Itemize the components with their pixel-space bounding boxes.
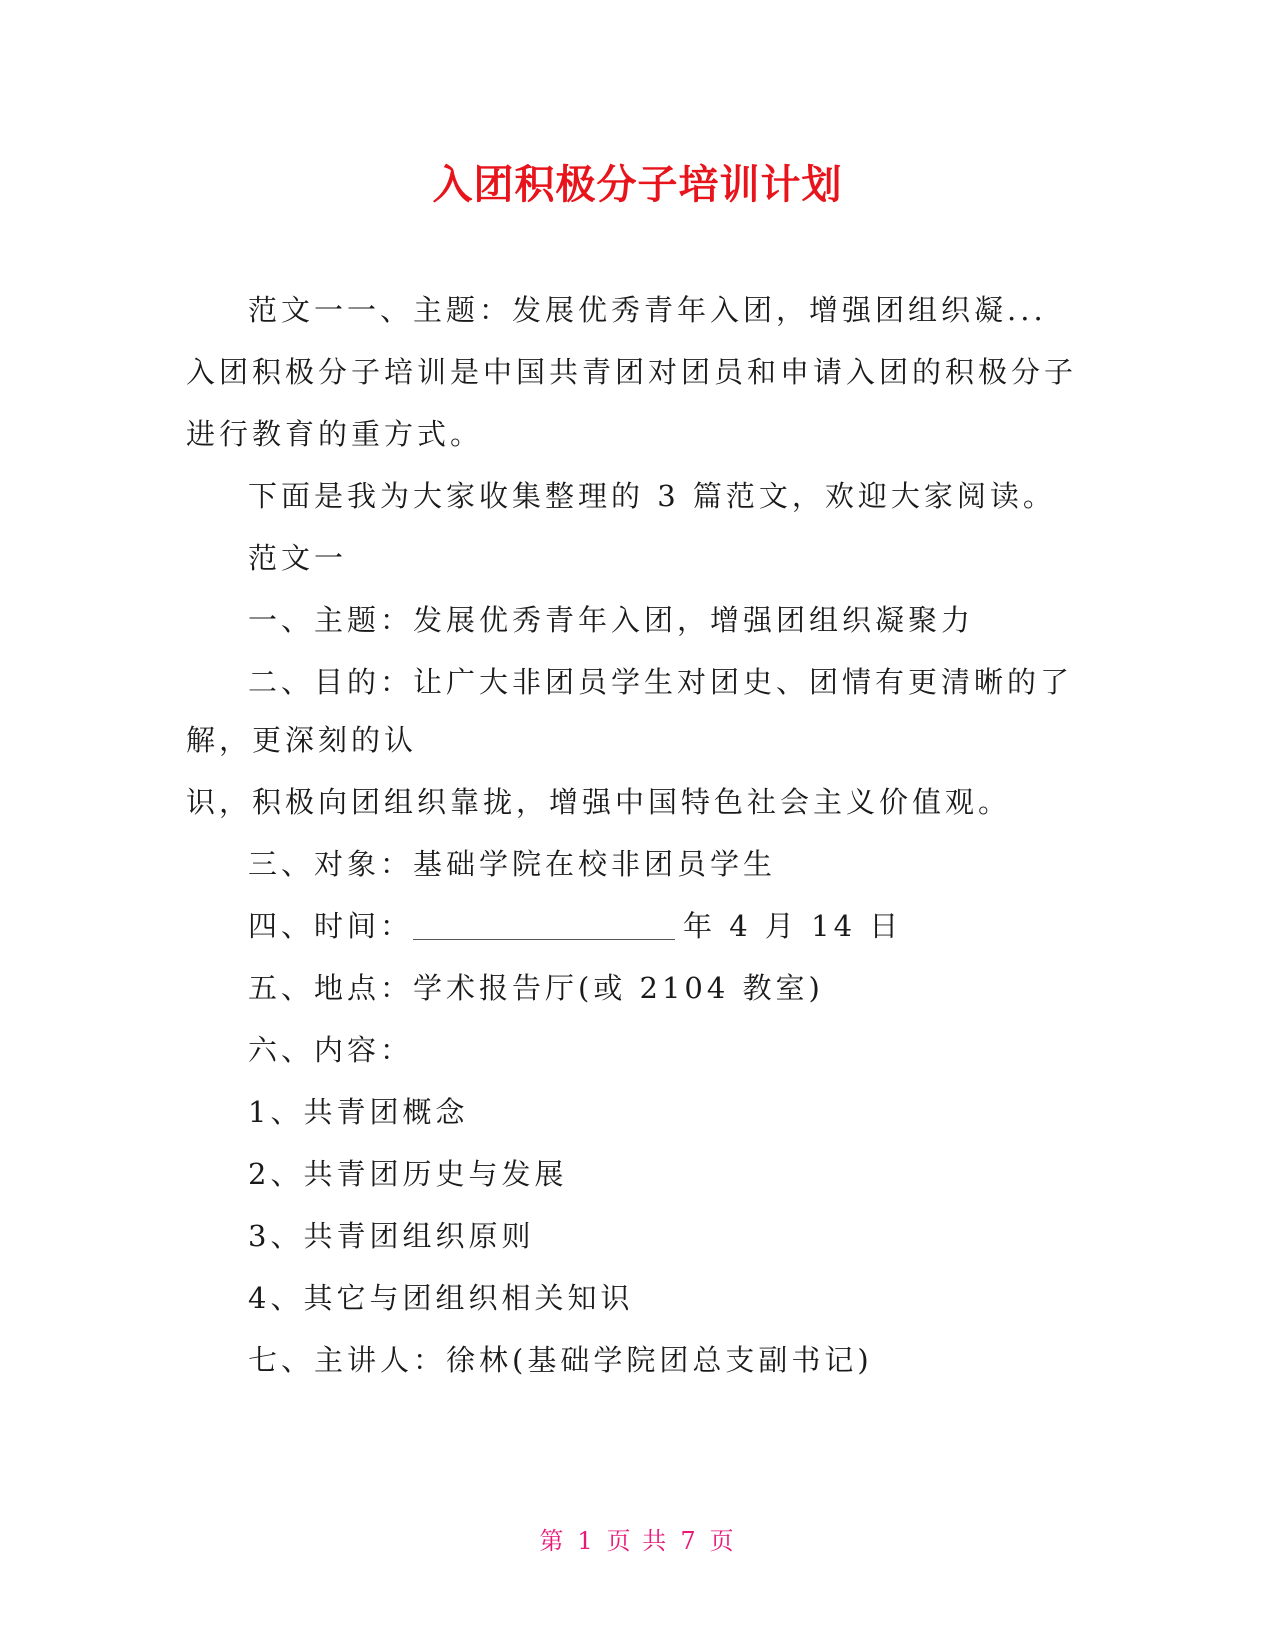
footer-page-mid: 页 共 [606,1527,669,1555]
footer-page-prefix: 第 [539,1527,566,1555]
content-item-3: 3、共青团组织原则 [248,1219,535,1253]
section-time [248,906,902,946]
time-blank-underline [413,909,675,940]
section-time-label: 四、时间： [248,909,414,943]
section-purpose-line-3: 识，积极向团组织靠拢，增强中国特色社会主义价值观。 [186,785,1012,819]
paragraph-collection-note: 下面是我为大家收集整理的 3 篇范文，欢迎大家阅读。 [248,479,1056,513]
section-audience: 三、对象：基础学院在校非团员学生 [248,847,777,881]
footer-page-total: 7 [680,1527,698,1555]
sample-heading: 范文一 [248,541,348,575]
section-speaker: 七、主讲人：徐林(基础学院团总支副书记) [248,1343,873,1377]
section-content-heading: 六、内容： [248,1033,414,1067]
paragraph-intro-line-1: 范文一一、主题：发展优秀青年入团，增强团组织凝... [248,293,1047,327]
document-title: 入团积极分子培训计划 [432,162,843,208]
page-footer [0,1525,1275,1557]
section-purpose-line-2: 解，更深刻的认 [186,723,418,757]
section-purpose-line-1: 二、目的：让广大非团员学生对团史、团情有更清晰的了 [248,665,1074,699]
paragraph-intro-line-3: 进行教育的重方式。 [186,417,484,451]
paragraph-intro-line-2: 入团积极分子培训是中国共青团对团员和申请入团的积极分子 [186,355,1078,389]
footer-page-suffix: 页 [709,1527,736,1555]
section-time-date: 年 4 月 14 日 [683,909,903,943]
section-theme: 一、主题：发展优秀青年入团，增强团组织凝聚力 [248,603,975,637]
content-item-2: 2、共青团历史与发展 [248,1157,568,1191]
content-item-1: 1、共青团概念 [248,1095,469,1129]
section-location: 五、地点：学术报告厅(或 2104 教室) [248,971,824,1005]
content-item-4: 4、其它与团组织相关知识 [248,1281,634,1315]
footer-page-current: 1 [577,1527,595,1555]
